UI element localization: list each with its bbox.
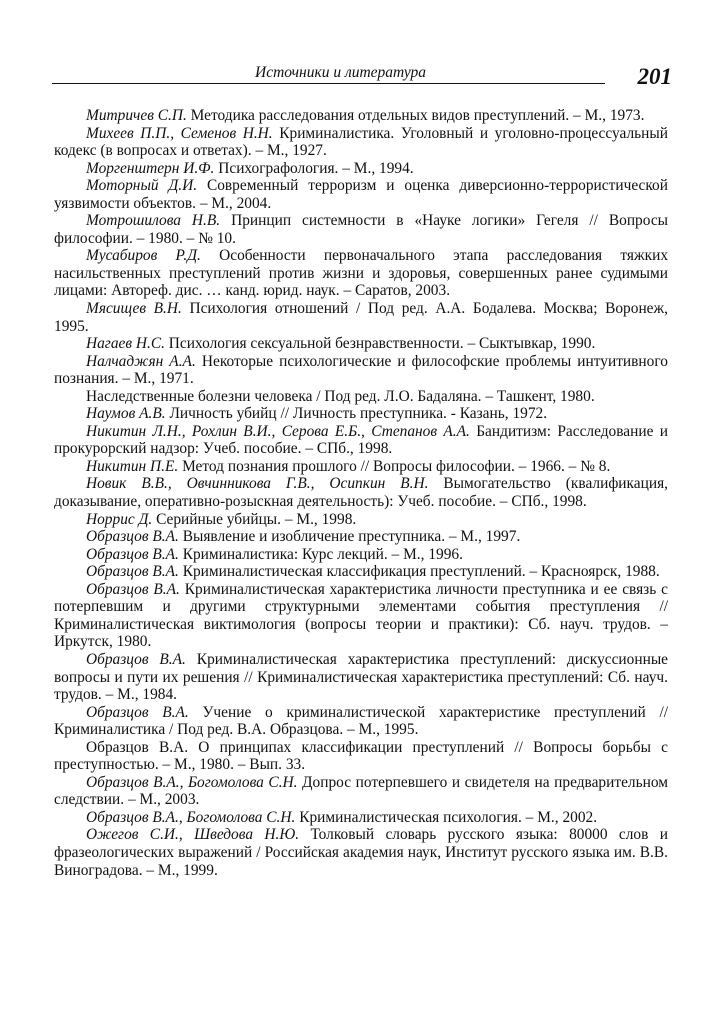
reference-author: Ожегов С.И., Шведова Н.Ю. [86, 826, 300, 844]
reference-text: Психология сексуальной безнравственности. – Сыктывкар, 1990. [164, 335, 596, 353]
reference-text: Особенности первоначального этапа расследования тяжких насильственных преступлений против жизни и здоровья, совершенных ранее судимыми лицами: Автореф. дис. … канд. юрид. наук. – Саратов, 2003. [54, 247, 669, 300]
reference-text: Наследственные болезни человека / Под ред. Л.О. Бадаляна. – Ташкент, 1980. [86, 387, 595, 405]
reference-entry [54, 739, 668, 774]
reference-author: Образцов В.А., Богомолова С.Н. [86, 773, 298, 791]
reference-entry [54, 704, 668, 739]
reference-entry [54, 774, 668, 809]
reference-entry [54, 125, 668, 160]
reference-entry [54, 546, 668, 564]
reference-text: Психографология. – М., 1994. [214, 159, 414, 177]
reference-author: Никитин П.Е. [86, 457, 179, 475]
reference-entry [54, 388, 668, 406]
reference-author: Моторный Д.И. [86, 177, 198, 195]
page-number: 201 [637, 64, 672, 89]
reference-entry [54, 423, 668, 458]
reference-text: Некоторые психологические и философские проблемы интуитивного познания. – М., 1971. [54, 352, 668, 388]
reference-text: Допрос потерпевшего и свидетеля на предварительном следствии. – М., 2003. [54, 773, 668, 809]
reference-entry [54, 651, 668, 704]
reference-text: Криминалистическая психология. – М., 2002. [295, 808, 598, 826]
reference-author: Михеев П.П., Семенов Н.Н. [86, 124, 273, 142]
reference-entry [54, 405, 668, 423]
reference-entry [54, 475, 668, 510]
reference-author: Образцов В.А. [86, 703, 189, 721]
reference-entry [54, 247, 668, 300]
reference-entry [54, 826, 668, 879]
reference-author: Норрис Д. [86, 510, 153, 528]
reference-entry [54, 212, 668, 247]
reference-text: Вымогательство (квалификация, доказывание, оперативно-розыскная деятельность): Учеб. пособие. – СПб., 1998. [54, 475, 669, 511]
reference-text: Психология отношений / Под ред. А.А. Бодалева. Москва; Воронеж, 1995. [54, 300, 668, 335]
reference-entry [54, 107, 668, 125]
reference-author: Мотрошилова Н.В. [86, 212, 221, 230]
reference-text: Методика расследования отдельных видов преступлений. – М., 1973. [186, 107, 645, 124]
reference-entry [54, 177, 668, 212]
reference-author: Налчаджян А.А. [86, 352, 196, 370]
reference-text: Толковый словарь русского языка: 80000 слов и фразеологических выражений / Российская академия наук, Институт русского языка им. В.В. Виноградова. – М., 1999. [54, 826, 668, 879]
reference-entry [54, 581, 668, 651]
header-rule [52, 83, 605, 84]
reference-author: Новик В.В., Овчинникова Г.В., Осипкин В.Н. [86, 475, 429, 493]
reference-entry [54, 528, 668, 546]
reference-author: Образцов В.А. [86, 528, 179, 546]
reference-entry [54, 300, 668, 335]
reference-entry [54, 458, 668, 476]
reference-text: Криминалистическая характеристика преступлений: дискуссионные вопросы и пути их решения // Криминалистическая характеристика преступлений: Сб. науч. трудов. – М., 1984. [54, 650, 668, 704]
reference-list [54, 107, 668, 879]
reference-entry [54, 809, 668, 827]
reference-text: Серийные убийцы. – М., 1998. [152, 510, 357, 528]
reference-entry [54, 160, 668, 178]
reference-text: Криминалистика: Курс лекций. – М., 1996. [178, 545, 463, 563]
reference-author: Образцов В.А. [86, 580, 180, 598]
reference-author: Мясищев В.Н. [86, 300, 182, 318]
reference-author: Образцов В.А. [86, 650, 186, 668]
reference-text: Криминалистическая классификация преступлений. – Красноярск, 1988. [178, 563, 660, 581]
reference-entry [54, 511, 668, 529]
reference-author: Моргенштерн И.Ф. [86, 159, 215, 177]
reference-author: Никитин Л.Н., Рохлин В.И., Серова Е.Б., Степанов А.А. [86, 422, 470, 440]
reference-entry [54, 353, 668, 388]
reference-text: Образцов В.А. О принципах классификации преступлений // Вопросы борьбы с преступностью. – М., 1980. – Вып. 33. [54, 738, 668, 774]
reference-text: Бандитизм: Расследование и прокурорский надзор: Учеб. пособие. – СПб., 1998. [54, 422, 668, 458]
reference-entry [54, 335, 668, 353]
reference-author: Образцов В.А. [86, 563, 179, 581]
reference-text: Принцип системности в «Науке логики» Гегеля // Вопросы философии. – 1980. – № 10. [54, 212, 668, 247]
reference-author: Митричев С.П. [86, 107, 187, 124]
reference-text: Криминалистика. Уголовный и уголовно-процессуальный кодекс (в вопросах и ответах). – М., 1927. [54, 124, 668, 160]
running-header [52, 64, 672, 90]
reference-text: Криминалистическая характеристика личности преступника и ее связь с потерпевшим и другими структурными элементами события преступления // Криминалистическая виктимология (вопросы теории и практики): Сб. науч. трудов. – Иркутск, 1980. [54, 580, 668, 651]
reference-text: Личность убийц // Личность преступника. - Казань, 1972. [165, 405, 548, 423]
reference-text: Выявление и изобличение преступника. – М., 1997. [178, 528, 521, 546]
reference-text: Современный терроризм и оценка диверсионно-террористической уязвимости объектов. – М., 2004. [54, 177, 668, 212]
reference-author: Мусабиров Р.Д. [86, 247, 201, 265]
reference-text: Учение о криминалистической характеристике преступлений // Криминалистика / Под ред. В.А. Образцова. – М., 1995. [54, 703, 668, 739]
reference-author: Нагаев Н.С. [86, 335, 165, 353]
reference-author: Наумов А.В. [86, 405, 166, 423]
reference-text: Метод познания прошлого // Вопросы философии. – 1966. – № 8. [178, 457, 611, 475]
reference-author: Образцов В.А., Богомолова С.Н. [86, 808, 296, 826]
reference-author: Образцов В.А. [86, 545, 179, 563]
running-header-title: Источники и литература [255, 64, 427, 81]
reference-entry [54, 563, 668, 581]
